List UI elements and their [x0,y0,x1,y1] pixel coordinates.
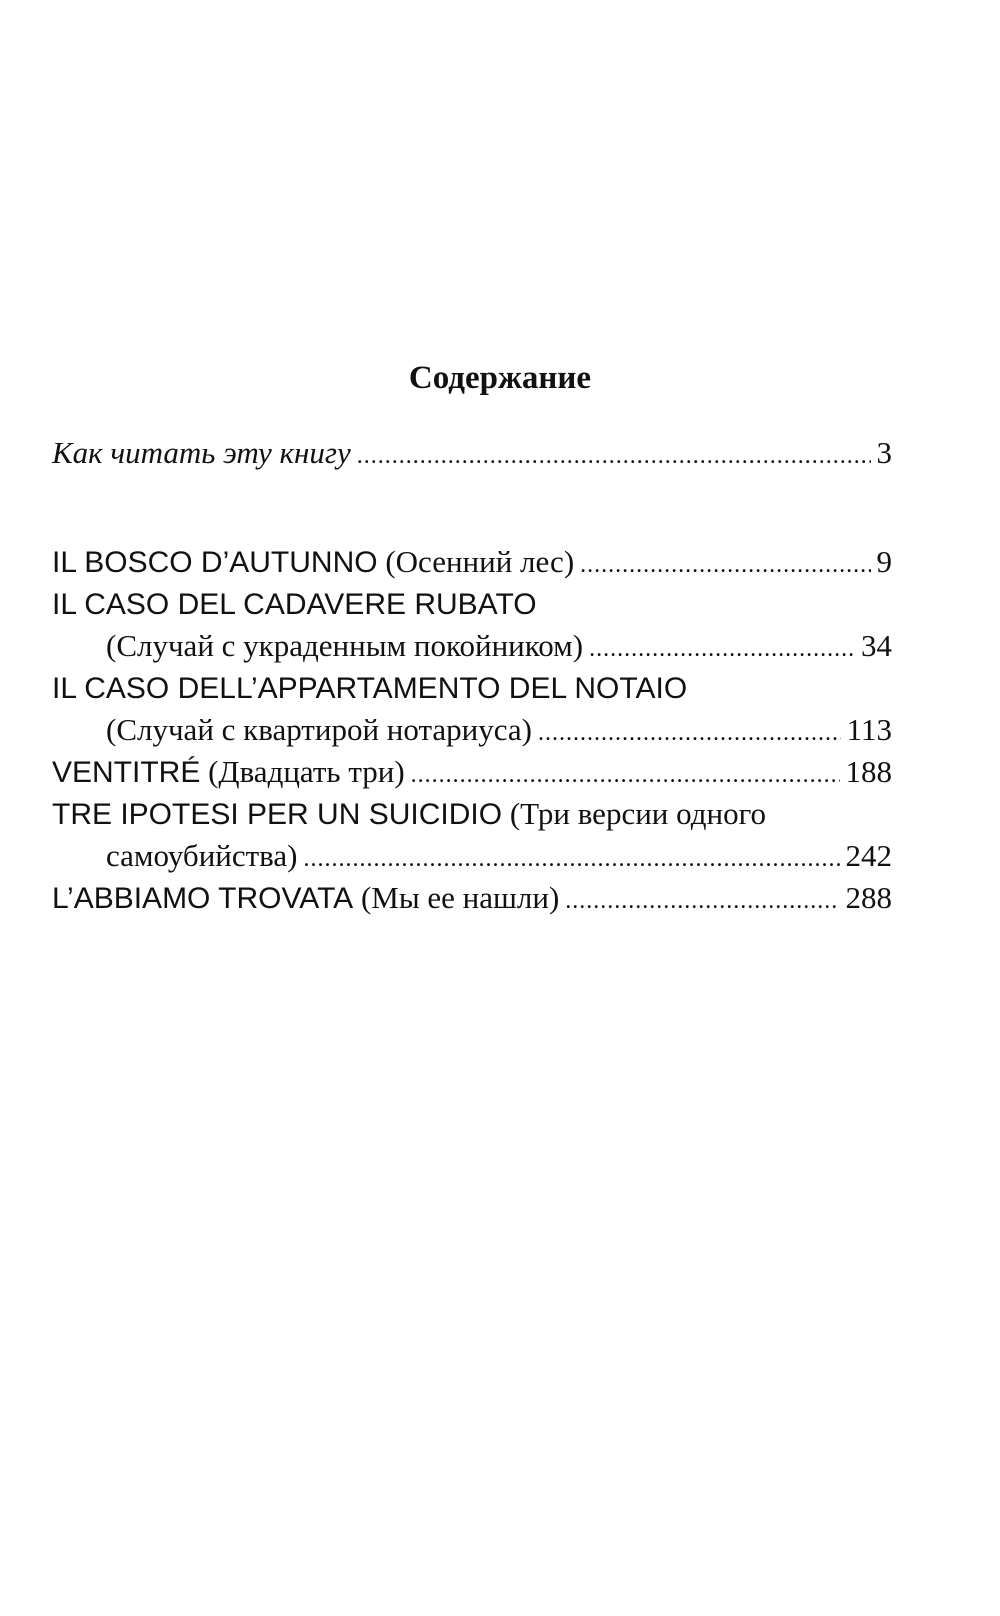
toc-entry-label [52,541,574,584]
toc-entry-label [52,793,766,836]
toc-line[interactable] [52,751,892,793]
dot-leader [538,712,841,754]
toc-page-number: 34 [861,628,892,663]
dot-leader [411,754,840,796]
toc-line[interactable] [52,625,892,667]
toc-list [52,541,892,919]
toc-entry-label [52,751,405,794]
toc-entry-translation: (Случай с квартирой нотариуса) [106,712,532,747]
toc-line[interactable] [52,793,892,835]
dot-leader [580,544,870,586]
toc-line[interactable] [52,709,892,751]
toc-entry-translation: (Двадцать три) [208,754,405,789]
toc-entry-label: Как читать эту книгу [52,435,351,470]
toc-entry-translation: (Три версии одного [509,796,767,831]
toc-line[interactable] [52,432,892,474]
toc-page-number: 242 [845,838,892,873]
toc-entry-translation: (Осенний лес) [385,544,575,579]
toc-entry-translation: (Мы ее нашли) [360,880,560,915]
toc-intro [52,432,892,474]
toc-entry-title: IL BOSCO D’AUTUNNO [52,546,378,579]
toc-entry-label [52,709,532,751]
toc-page-number: 188 [845,754,892,789]
dot-leader [357,435,871,477]
toc-page-number: 9 [876,544,892,579]
toc-page-number: 3 [876,435,892,470]
toc-page-number: 288 [845,880,892,915]
toc-line[interactable] [52,835,892,877]
dot-leader [589,628,855,670]
toc-line[interactable] [52,667,892,709]
toc-entry-label [52,583,537,626]
toc-page-number: 113 [846,712,892,747]
toc-entry-translation: самоубийства) [106,838,298,873]
toc-entry-label [52,835,298,877]
toc-entry-title: IL CASO DEL CADAVERE RUBATO [52,588,537,621]
toc-entry-title: IL CASO DELL’APPARTAMENTO DEL NOTAIO [52,672,688,705]
toc-line[interactable] [52,877,892,919]
toc-entry-label [52,877,559,920]
toc-entry-translation: (Случай с украденным покойником) [106,628,584,663]
toc-entry-title: TRE IPOTESI PER UN SUICIDIO [52,798,503,831]
dot-leader [304,838,840,880]
toc-entry-title: VENTITRÉ [52,756,201,789]
toc-entry-label [52,625,583,667]
toc-entry-title: L’ABBIAMO TROVATA [52,882,354,915]
toc-line[interactable] [52,583,892,625]
dot-leader [565,880,839,922]
toc-entry-label [52,667,687,710]
toc-heading: Содержание [408,360,592,396]
toc-line[interactable] [52,541,892,583]
